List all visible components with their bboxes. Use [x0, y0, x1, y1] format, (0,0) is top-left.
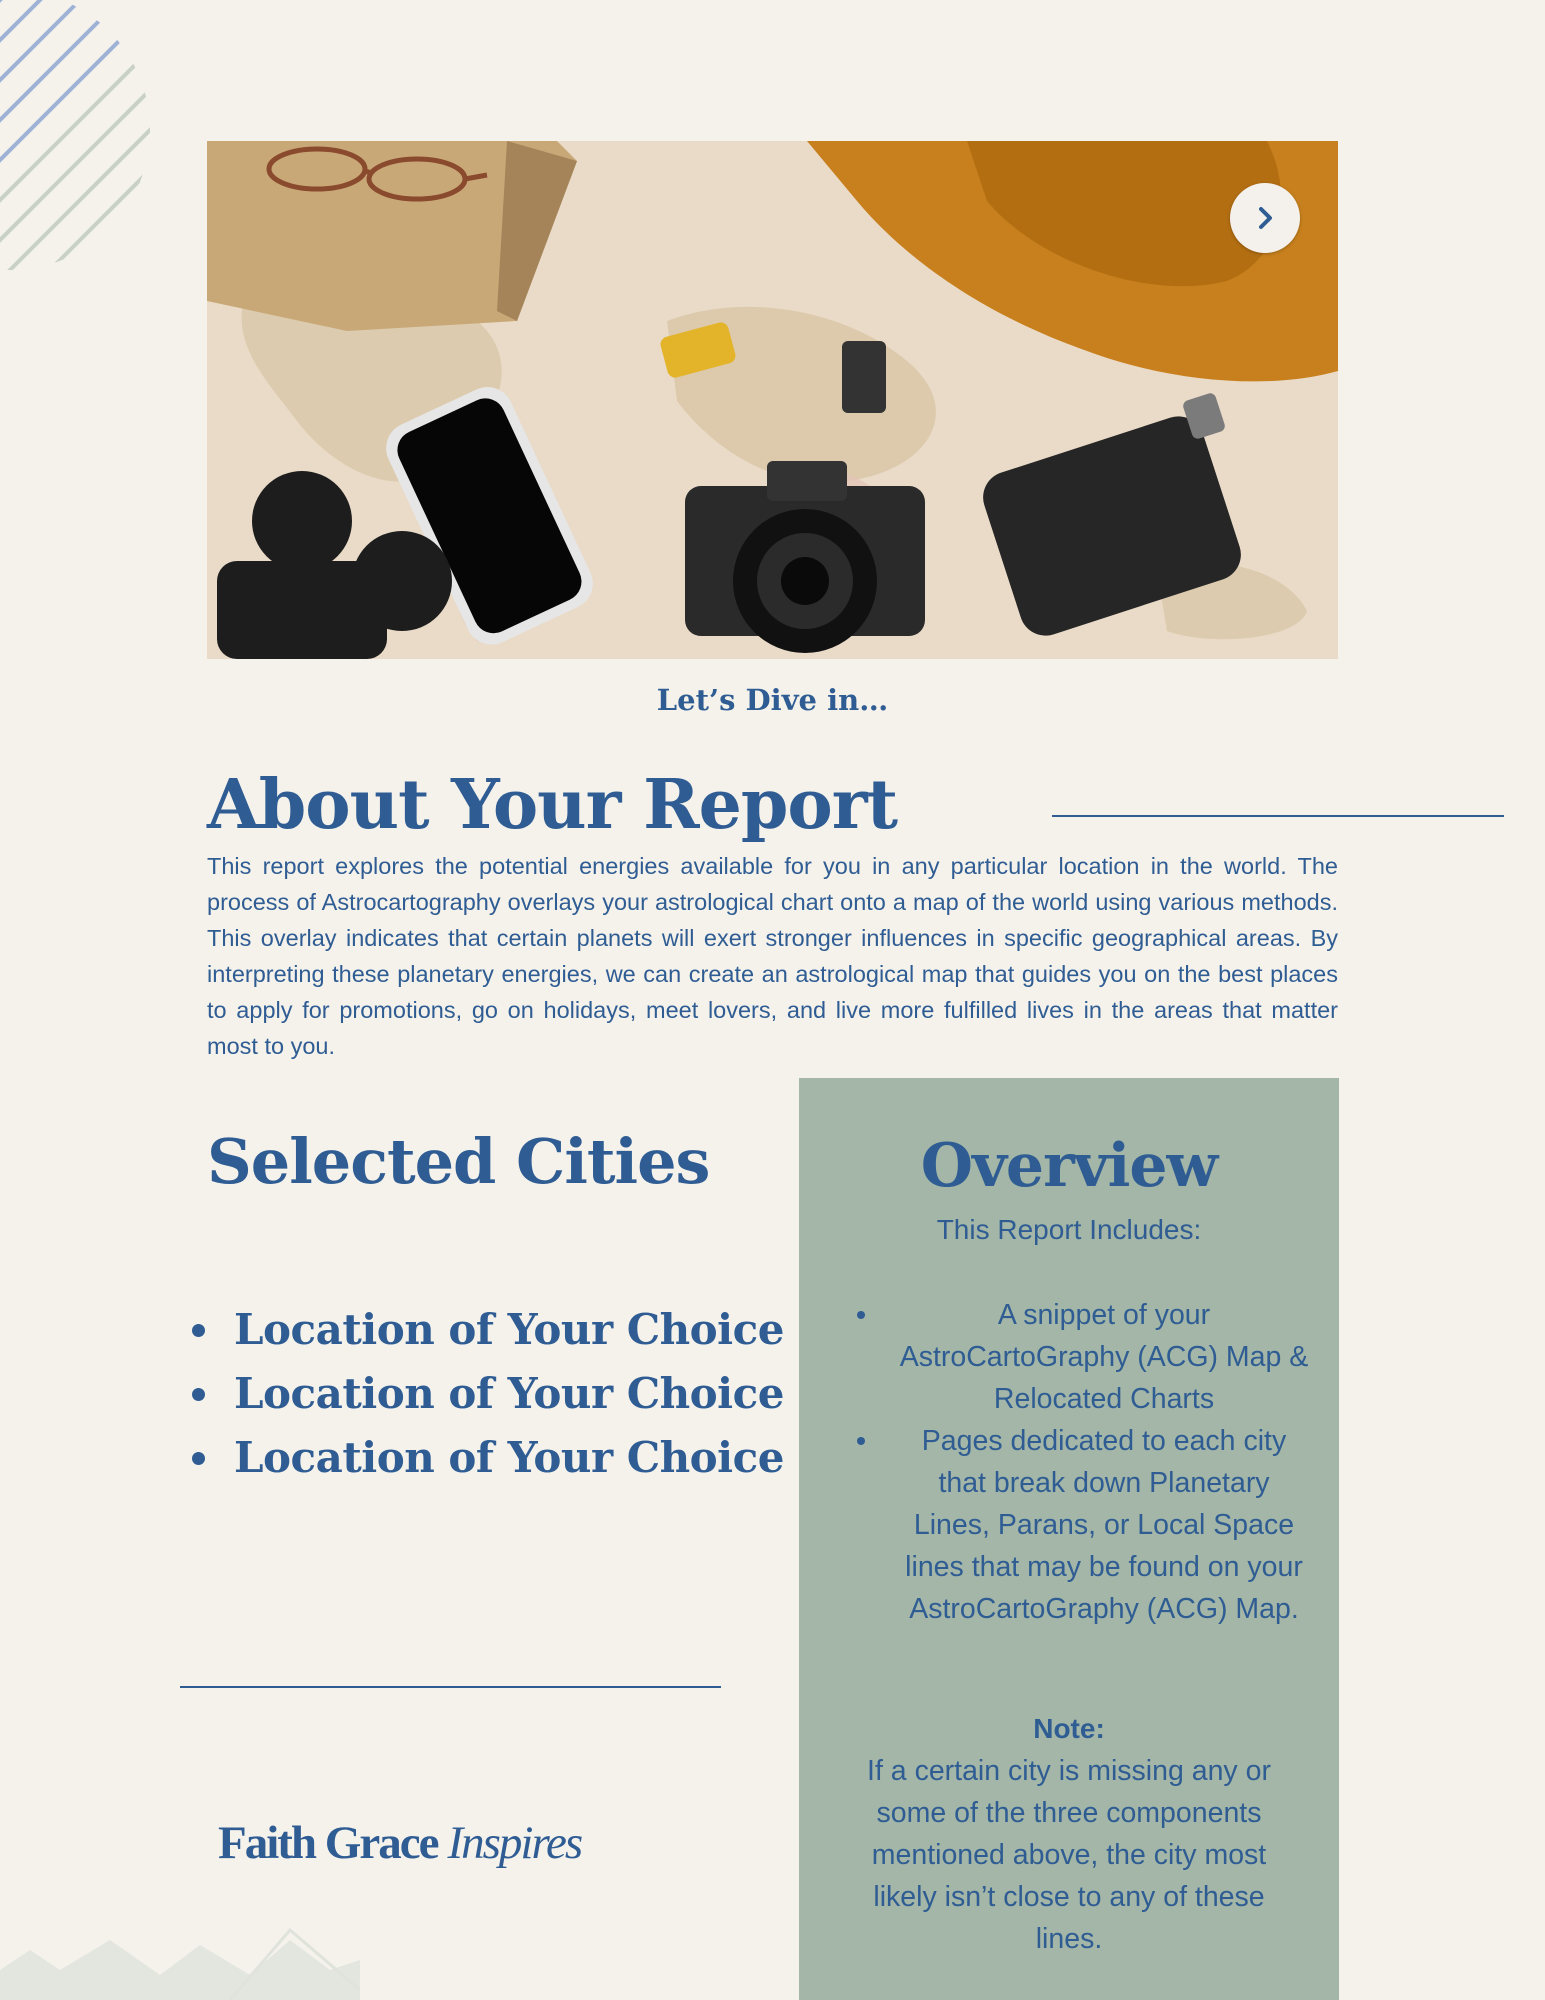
hero-image — [207, 141, 1338, 659]
city-name: Location of Your Choice — [234, 1305, 784, 1354]
city-list-item — [188, 1362, 784, 1426]
about-title: About Your Report — [207, 765, 898, 845]
bullet — [857, 1437, 865, 1445]
overview-item-text: Pages dedicated to each city that break down Planetary Lines, Parans, or Local Space lines that may be found on your AstroCartoGraphy (ACG) Map. — [905, 1425, 1303, 1625]
overview-panel — [799, 1078, 1339, 2000]
note-text: If a certain city is missing any or some of the three components mentioned above, the city most likely isn’t close to any of these lines. — [867, 1755, 1271, 1955]
city-list — [188, 1298, 784, 1490]
film-canister — [842, 341, 886, 413]
overview-list-item — [839, 1420, 1309, 1630]
bullet — [857, 1311, 865, 1319]
chevron-right-icon — [1251, 204, 1279, 232]
note-label: Note: — [1033, 1713, 1105, 1744]
city-list-item — [188, 1426, 784, 1490]
divider — [1052, 815, 1504, 817]
brand-logo — [218, 1814, 581, 1870]
overview-item-text: A snippet of your AstroCartoGraphy (ACG) Map & Relocated Charts — [899, 1299, 1309, 1415]
carousel-next-button[interactable] — [1230, 183, 1300, 253]
divider — [180, 1686, 721, 1688]
city-name: Location of Your Choice — [234, 1433, 784, 1482]
camera — [685, 461, 925, 653]
brand-name: Faith Grace — [218, 1817, 438, 1869]
overview-list-item — [839, 1294, 1309, 1420]
selected-cities-title: Selected Cities — [207, 1125, 710, 1198]
overview-intro: This Report Includes: — [936, 1214, 1202, 1245]
bullet — [192, 1452, 205, 1465]
decorative-mountains — [0, 1910, 360, 2000]
overview-title: Overview — [920, 1131, 1218, 1201]
hero-illustration — [207, 141, 1338, 659]
overview-list — [839, 1294, 1309, 1630]
hero-caption: Let’s Dive in… — [656, 683, 889, 717]
city-list-item — [188, 1298, 784, 1362]
bullet — [192, 1388, 205, 1401]
brand-tagline: Inspires — [447, 1817, 582, 1869]
bullet — [192, 1324, 205, 1337]
about-body: This report explores the potential energies available for you in any particular location in the world. The process of Astrocartography overlays your astrological chart onto a map of the world using various methods. This overlay indicates that certain planets will exert stronger influences in specific geographical areas. By interpreting these planetary energies, we can create an astrological map that guides you on the best places to apply for promotions, go on holidays, meet lovers, and live more fulfilled lives in the areas that matter most to you. — [207, 853, 1338, 1059]
decorative-stripes — [0, 0, 150, 300]
city-name: Location of Your Choice — [234, 1369, 784, 1418]
